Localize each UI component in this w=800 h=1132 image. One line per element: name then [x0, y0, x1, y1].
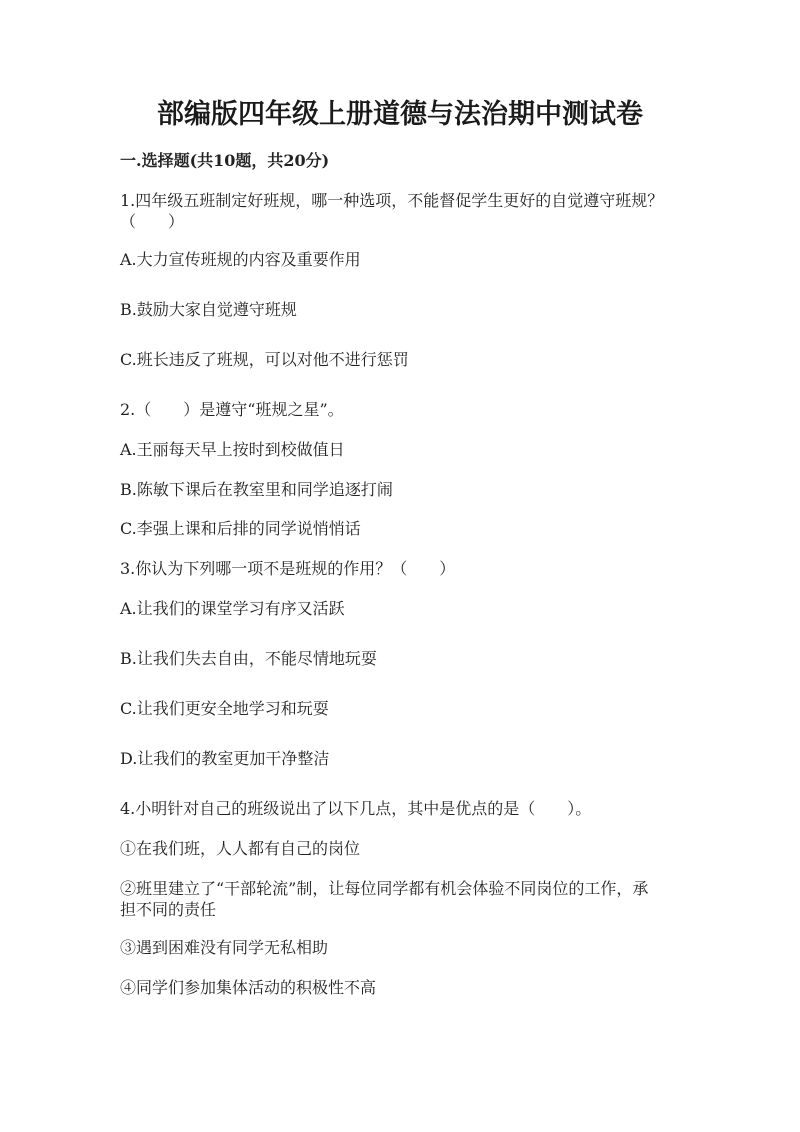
question-4-item-2: ②班里建立了“干部轮流”制，让每位同学都有机会体验不同岗位的工作，承: [120, 879, 649, 898]
question-4-stem: 4.小明针对自己的班级说出了以下几点，其中是优点的是（ ）。: [120, 799, 592, 818]
question-1-option-b: B.鼓励大家自觉遵守班规: [120, 300, 297, 319]
question-2-option-c: C.李强上课和后排的同学说悄悄话: [120, 519, 361, 538]
question-3-option-b: B.让我们失去自由，不能尽情地玩耍: [120, 649, 377, 668]
question-3-option-a: A.让我们的课堂学习有序又活跃: [120, 599, 345, 618]
question-1-option-a: A.大力宣传班规的内容及重要作用: [120, 250, 361, 269]
section-heading: 一.选择题(共10题，共20分): [120, 151, 330, 170]
question-3-stem: 3.你认为下列哪一项不是班规的作用？（ ）: [120, 559, 456, 578]
question-4-item-4: ④同学们参加集体活动的积极性不高: [120, 978, 377, 997]
question-1-option-c: C.班长违反了班规，可以对他不进行惩罚: [120, 350, 409, 369]
question-1-stem-cont: （ ）: [120, 212, 185, 231]
question-4-item-3: ③遇到困难没有同学无私相助: [120, 938, 329, 957]
question-3-option-d: D.让我们的教室更加干净整洁: [120, 749, 330, 768]
question-2-stem: 2.（ ）是遵守“班规之星”。: [120, 400, 344, 419]
question-4-item-1: ①在我们班，人人都有自己的岗位: [120, 839, 361, 858]
question-2-option-a: A.王丽每天早上按时到校做值日: [120, 440, 345, 459]
question-2-option-b: B.陈敏下课后在教室里和同学追逐打闹: [120, 480, 393, 499]
question-4-item-2-cont: 担不同的责任: [120, 900, 217, 919]
page-title: 部编版四年级上册道德与法治期中测试卷: [157, 99, 643, 130]
question-1-stem: 1.四年级五班制定好班规，哪一种选项，不能督促学生更好的自觉遵守班规？: [120, 191, 664, 210]
question-3-option-c: C.让我们更安全地学习和玩耍: [120, 699, 329, 718]
